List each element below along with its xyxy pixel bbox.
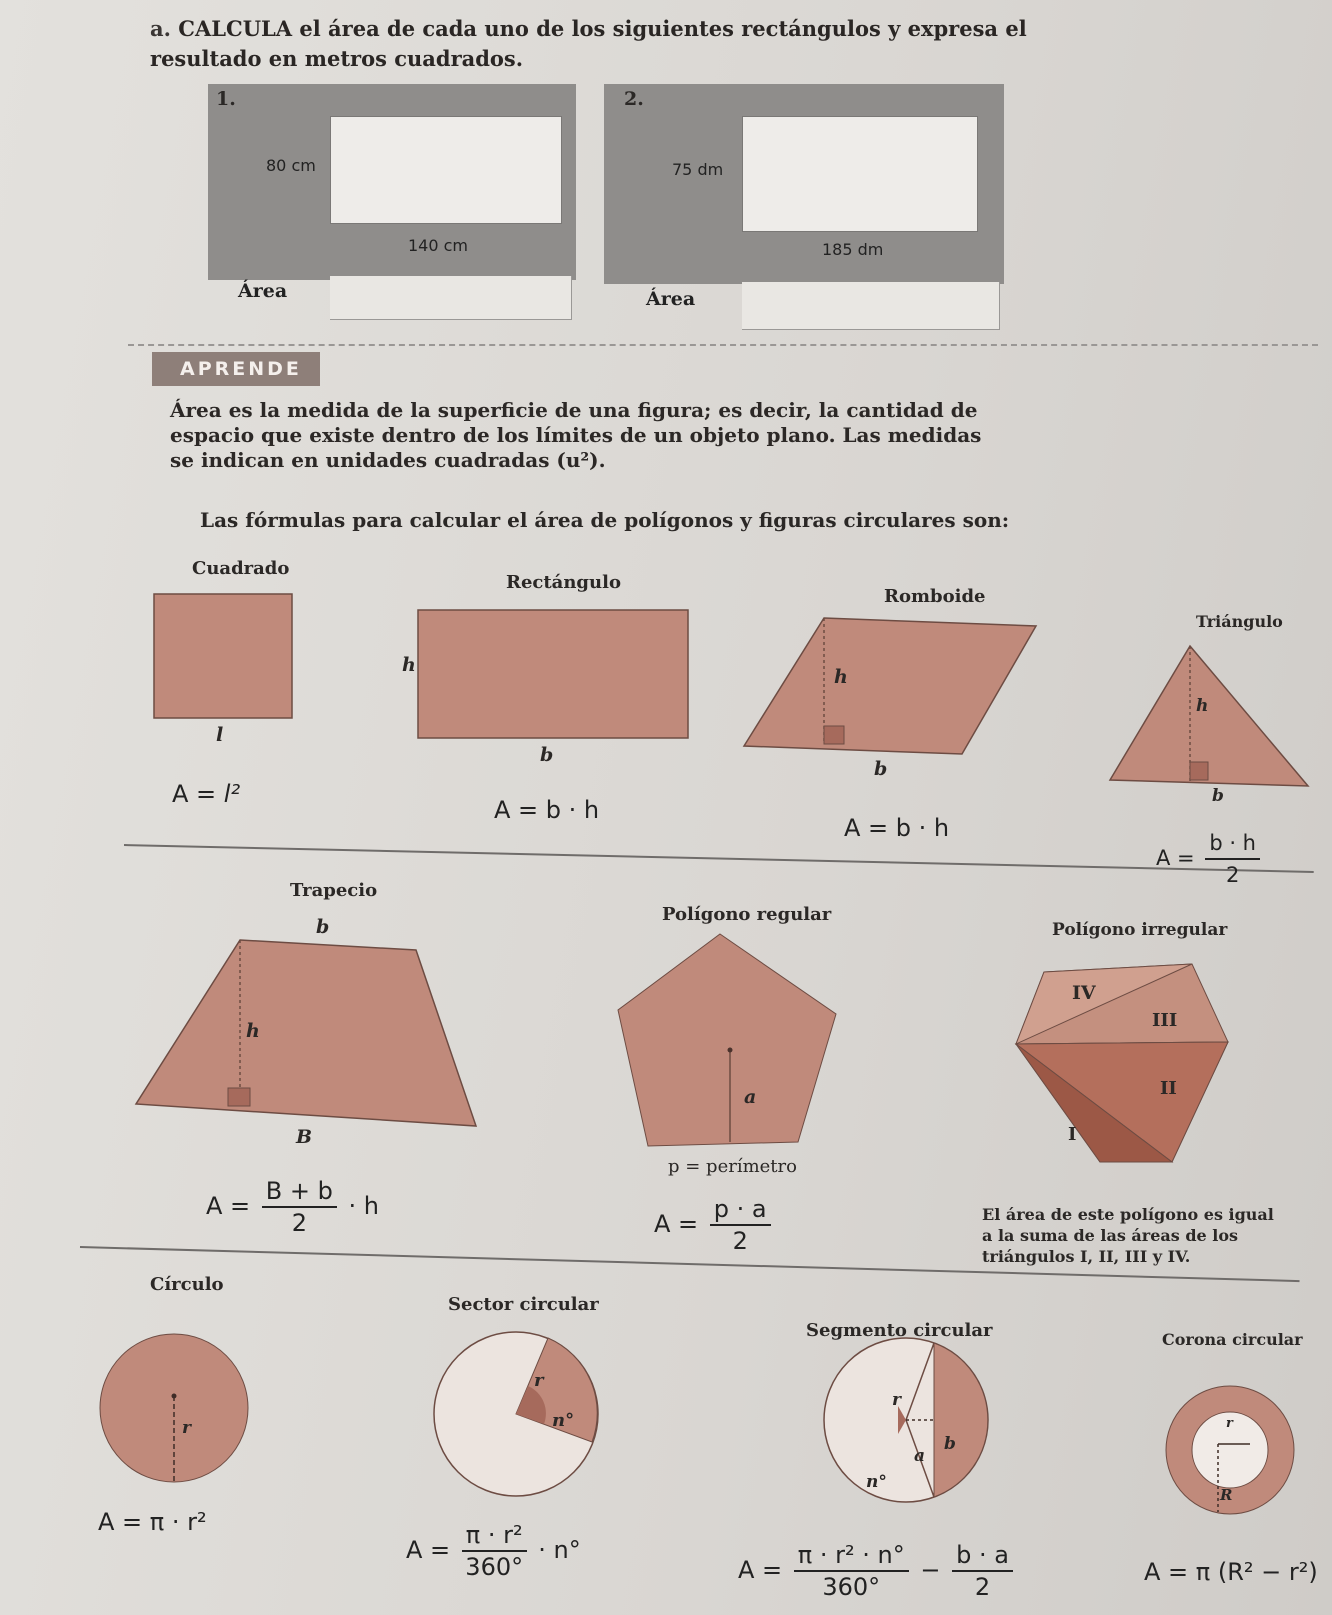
- regular-polygon-formula-lhs: A =: [654, 1210, 699, 1238]
- segment-num-1: π · r² · n°: [794, 1540, 909, 1572]
- triangle-h-label: h: [1196, 696, 1209, 716]
- segment-fraction-1: [794, 1540, 909, 1602]
- segment-title: Segmento circular: [806, 1320, 993, 1341]
- square-title: Cuadrado: [192, 558, 290, 579]
- trapezoid-fraction: [262, 1176, 337, 1238]
- exercise-2-base: 185 dm: [822, 240, 884, 259]
- regular-polygon-den: 2: [732, 1227, 748, 1255]
- region-ii-label: II: [1160, 1078, 1177, 1099]
- trapezoid-formula-rhs: · h: [348, 1192, 379, 1220]
- aprende-tag: APRENDE: [152, 352, 320, 386]
- exercise-2-area-label: Área: [646, 288, 696, 310]
- annulus-r-label: r: [1226, 1416, 1233, 1431]
- segment-r-label: r: [892, 1390, 901, 1410]
- trapezoid-right-angle: [228, 1088, 250, 1106]
- exercise-2-height: 75 dm: [672, 160, 724, 179]
- perimeter-label: p = perímetro: [668, 1156, 797, 1177]
- regular-polygon-fraction: [710, 1194, 771, 1256]
- circle-formula: A = π · r²: [98, 1508, 207, 1536]
- sector-title: Sector circular: [448, 1294, 599, 1315]
- trapezoid-title: Trapecio: [290, 880, 378, 901]
- parallelogram-h-label: h: [834, 666, 848, 688]
- irregular-polygon-note: El área de este polígono es igual a la suma de las áreas de los triángulos I, II, III y IV.: [982, 1205, 1274, 1266]
- regular-polygon-num: p · a: [710, 1194, 771, 1226]
- triangle-shape: [1110, 646, 1308, 786]
- segment-a-label: a: [914, 1446, 926, 1466]
- trapezoid-formula-lhs: A =: [206, 1192, 251, 1220]
- triangle-formula-lhs: A =: [1156, 846, 1195, 870]
- trapezoid-num: B + b: [262, 1176, 337, 1208]
- formulas-intro: Las fórmulas para calcular el área de polígonos y figuras circulares son:: [200, 508, 1010, 532]
- pentagon-a-label: a: [744, 1086, 757, 1108]
- trapezoid-b-label: b: [316, 916, 330, 938]
- triangle-title: Triángulo: [1196, 612, 1283, 631]
- segment-fraction-2: [952, 1540, 1013, 1602]
- segment-formula-lhs: A =: [738, 1556, 783, 1584]
- parallelogram-title: Romboide: [884, 586, 986, 607]
- trapezoid-B-label: B: [296, 1126, 313, 1148]
- instruction-text: CALCULA el área de cada uno de los siguientes rectángulos y expresa el resultado en metros cuadrados.: [150, 16, 1027, 71]
- sector-fraction: [462, 1520, 527, 1582]
- rectangle-title: Rectángulo: [506, 572, 621, 593]
- square-formula-rhs: l²: [223, 780, 241, 808]
- region-iv-label: IV: [1072, 982, 1096, 1004]
- triangle-fraction: [1205, 828, 1260, 890]
- area-definition: Área es la medida de la superficie de una figura; es decir, la cantidad de espacio que existe dentro de los límites de un objeto plano. Las medidas se indican en unidades cuadradas (u²).: [170, 398, 982, 472]
- exercise-1-base: 140 cm: [408, 236, 469, 255]
- irregular-polygon-title: Polígono irregular: [1052, 920, 1228, 940]
- sector-formula-rhs: · n°: [538, 1536, 581, 1564]
- circle-title: Círculo: [150, 1274, 224, 1295]
- sector-num: π · r²: [462, 1520, 527, 1552]
- segment-minus: −: [920, 1556, 941, 1584]
- pentagon-center: [728, 1048, 733, 1053]
- exercise-1-number: 1.: [216, 88, 236, 110]
- parallelogram-shape: [744, 618, 1036, 754]
- triangle-right-angle: [1190, 762, 1208, 780]
- annulus-formula: A = π (R² − r²): [1144, 1558, 1318, 1586]
- circle-center: [172, 1394, 177, 1399]
- square-formula-lhs: A =: [172, 780, 224, 808]
- sector-r-label: r: [534, 1370, 544, 1391]
- sector-den: 360°: [465, 1553, 524, 1581]
- rectangle-shape: [418, 610, 688, 738]
- square-formula: [172, 780, 240, 808]
- segment-n-label: n°: [866, 1472, 887, 1492]
- segment-num-2: b · a: [952, 1540, 1013, 1572]
- exercise-2-number: 2.: [624, 88, 644, 110]
- segment-den-2: 2: [974, 1573, 991, 1601]
- rectangle-formula: A = b · h: [494, 796, 600, 824]
- pentagon-shape: [618, 934, 836, 1146]
- exercise-1-height: 80 cm: [266, 156, 316, 175]
- trapezoid-h-label: h: [246, 1020, 260, 1042]
- sector-formula: [406, 1520, 581, 1582]
- segment-shape: [934, 1343, 988, 1497]
- parallelogram-right-angle: [824, 726, 844, 744]
- rectangle-h-label: h: [402, 654, 416, 676]
- sector-n-label: n°: [552, 1410, 575, 1431]
- annulus-title: Corona circular: [1162, 1330, 1303, 1349]
- segment-formula: [738, 1540, 1017, 1602]
- circle-r-label: r: [182, 1418, 191, 1438]
- segment-b-label: b: [944, 1434, 956, 1454]
- square-shape: [154, 594, 292, 718]
- triangle-num: b · h: [1205, 828, 1260, 860]
- trapezoid-shape: [136, 940, 476, 1126]
- region-iii-label: III: [1152, 1010, 1178, 1031]
- sector-formula-lhs: A =: [406, 1536, 451, 1564]
- annulus-R-label: R: [1220, 1486, 1233, 1504]
- triangle-formula: [1156, 828, 1264, 890]
- exercise-1-area-label: Área: [238, 280, 288, 302]
- exercise-letter: a.: [150, 16, 171, 41]
- rectangle-b-label: b: [540, 744, 554, 766]
- parallelogram-formula: A = b · h: [844, 814, 950, 842]
- segment-den-1: 360°: [822, 1573, 881, 1601]
- regular-polygon-title: Polígono regular: [662, 904, 832, 925]
- regular-polygon-formula: [654, 1194, 775, 1256]
- square-side-label: l: [216, 724, 224, 746]
- triangle-den: 2: [1225, 863, 1240, 887]
- triangle-b-label: b: [1212, 786, 1224, 806]
- parallelogram-b-label: b: [874, 758, 888, 780]
- trapezoid-formula: [206, 1176, 379, 1238]
- region-i-label: I: [1068, 1124, 1077, 1145]
- trapezoid-den: 2: [291, 1209, 307, 1237]
